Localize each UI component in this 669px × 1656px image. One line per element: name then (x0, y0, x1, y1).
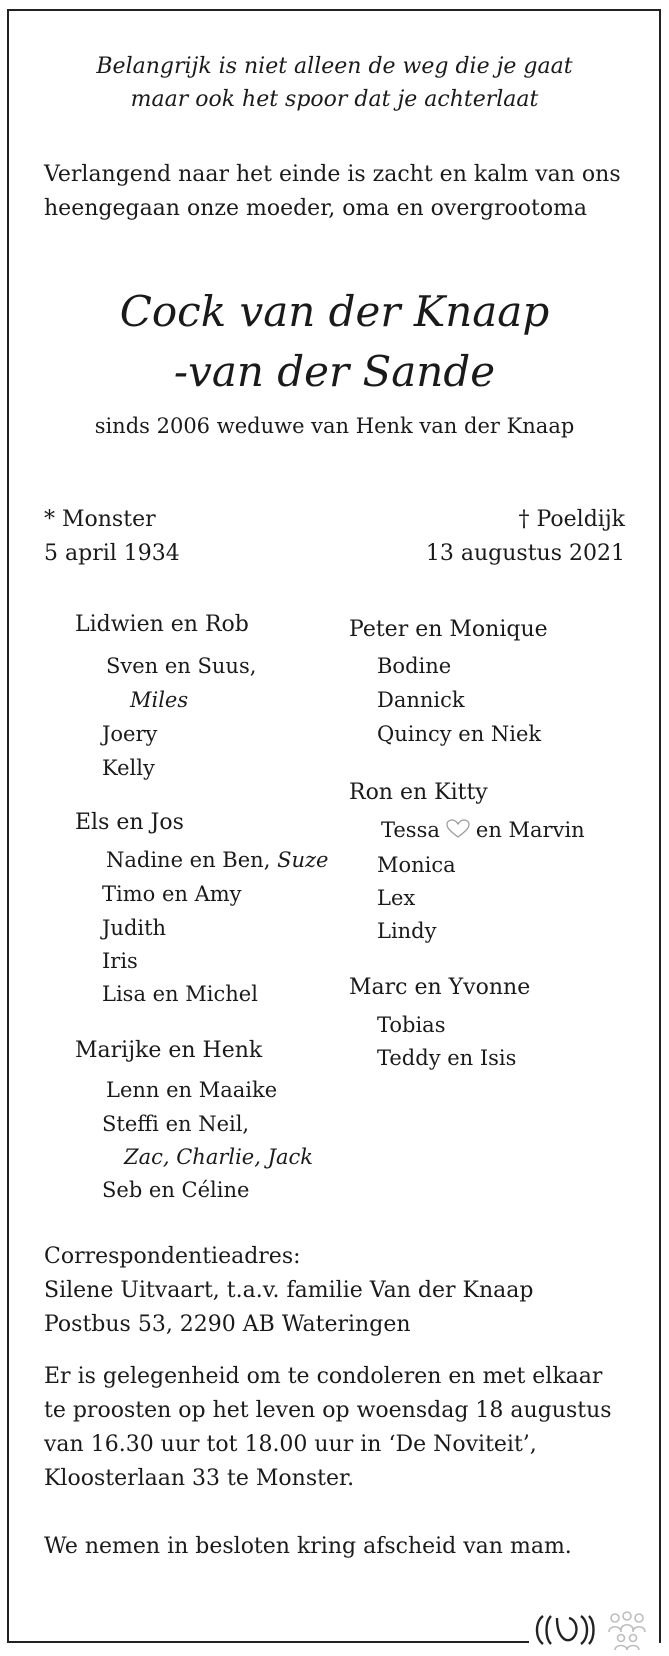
family-child: Iris (102, 949, 138, 973)
death-place: † Poeldijk (518, 507, 625, 532)
family-child-name: Tessa (381, 818, 440, 842)
condolence-line: Kloosterlaan 33 te Monster. (44, 1466, 355, 1491)
frame-bottom-border (7, 1641, 529, 1643)
death-date: 13 augustus 2021 (425, 541, 625, 566)
family-child: Sven en Suus, (106, 654, 257, 678)
family-parents: Marijke en Henk (75, 1038, 263, 1063)
death-info (426, 503, 625, 571)
family-child: Dannick (377, 688, 465, 712)
family-child: Seb en Céline (102, 1178, 250, 1202)
family-child: Timo en Amy (102, 882, 242, 906)
birth-info (44, 503, 180, 571)
heart-icon (446, 819, 470, 844)
family-child: Lenn en Maaike (106, 1078, 278, 1102)
motto-line: Belangrijk is niet alleen de weg die je gaat (96, 54, 573, 79)
family-grandchild: Suze (277, 848, 329, 872)
family-child: Lex (377, 886, 416, 910)
birth-place: * Monster (44, 507, 156, 532)
family-parents: Ron en Kitty (349, 780, 488, 805)
motto (0, 50, 669, 116)
deceased-name: Cock van der Knaap (119, 287, 550, 336)
intro-line: heengegaan onze moeder, oma en overgrootoma (44, 196, 588, 221)
family-child: Quincy en Niek (377, 722, 542, 746)
family-child: Kelly (102, 756, 155, 780)
family-child: Steffi en Neil, (102, 1112, 250, 1136)
motto-line: maar ook het spoor dat je achterlaat (130, 87, 539, 112)
family-child: Teddy en Isis (377, 1046, 517, 1070)
address-line: Postbus 53, 2290 AB Wateringen (44, 1312, 411, 1337)
condolence-text (44, 1360, 626, 1496)
deceased-maiden-name: -van der Sande (173, 347, 496, 396)
widow-line: sinds 2006 weduwe van Henk van der Knaap (94, 414, 575, 438)
condolence-line: Er is gelegenheid om te condoleren en met elkaar (44, 1364, 603, 1389)
family-child: Lindy (377, 919, 437, 943)
family-grandchild: Zac, Charlie, Jack (124, 1145, 314, 1169)
family-grandchild: Miles (130, 688, 189, 712)
family-parents: Lidwien en Rob (75, 612, 249, 637)
intro-text (44, 158, 621, 226)
family-child: Joery (102, 722, 158, 746)
family-child: Lisa en Michel (102, 982, 258, 1006)
family-child (106, 848, 328, 872)
address-line: Silene Uitvaart, t.a.v. familie Van der Knaap (44, 1278, 534, 1303)
family-child: Monica (377, 853, 456, 877)
family-parents: Marc en Yvonne (349, 975, 531, 1000)
family-child: Bodine (377, 654, 452, 678)
family-parents: Els en Jos (75, 810, 184, 835)
closing-text: We nemen in besloten kring afscheid van mam. (44, 1534, 572, 1559)
birth-date: 5 april 1934 (44, 541, 180, 566)
family-child: Judith (102, 916, 167, 940)
family-child-name: en Marvin (475, 818, 585, 842)
address-line: Correspondentieadres: (44, 1244, 301, 1269)
family-child-names: Nadine en Ben, (106, 848, 271, 872)
family-parents: Peter en Monique (349, 617, 548, 642)
family-child: Tobias (377, 1013, 446, 1037)
correspondence-address (44, 1240, 533, 1342)
publisher-logo (533, 1608, 665, 1652)
family-child (381, 818, 585, 844)
condolence-line: van 16.30 uur tot 18.00 uur in ‘De Noviteit’, (44, 1432, 537, 1457)
intro-line: Verlangend naar het einde is zacht en kalm van ons (44, 162, 621, 187)
condolence-line: te proosten op het leven op woensdag 18 augustus (44, 1398, 612, 1423)
